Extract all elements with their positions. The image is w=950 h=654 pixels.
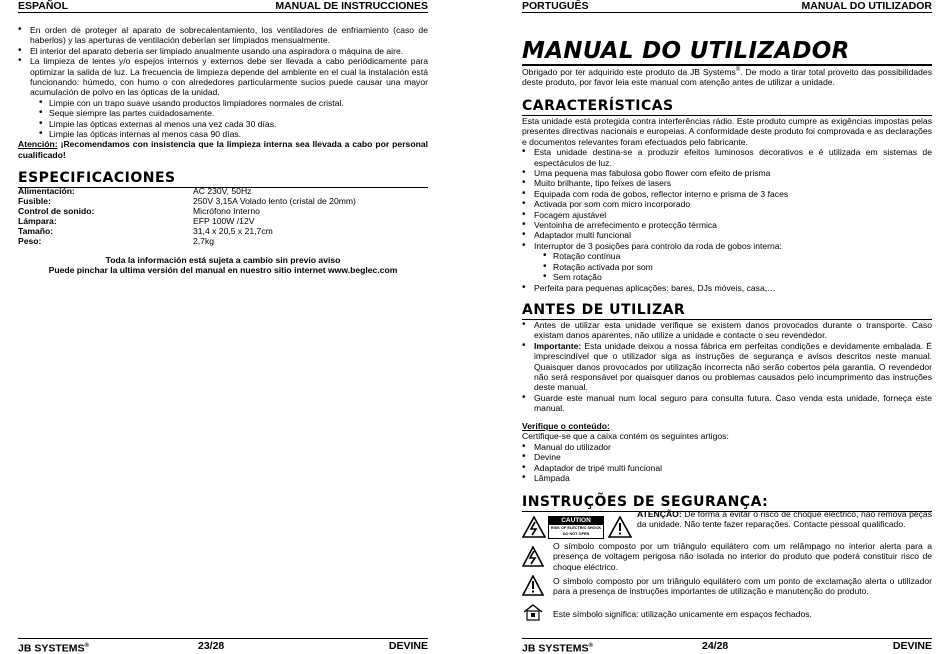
page-title: MANUAL DO UTILIZADOR: [522, 38, 932, 66]
features-intro: Esta unidade está protegida contra interferências rádio. Este produto cumpre as exigências impostas pelas presentes directivas nacionais e europeias. A conformidade deste produto foi comprovada e as declarações e documentos relevantes foram efectuados pelo fabricante.: [522, 116, 932, 147]
right-page: [522, 0, 932, 654]
list-item: • Adaptador de tripé multi funcional: [522, 463, 932, 473]
verify-section: [522, 421, 932, 483]
sub-list-item: • Rotação activada por som: [522, 262, 932, 272]
lightning-symbol-text: O símbolo composto por um triângulo equilátero com um relâmpago no interior alerta para a presença de voltagem perigosa não isolada no interior do produto que poderá constituir risco de choque eléctrico.: [553, 541, 932, 572]
sub-list-item: • Limpie las ópticas internas al menos casa 90 días.: [18, 129, 428, 139]
list-item: • Devine: [522, 452, 932, 462]
list-item: • Importante: Esta unidade deixou a nossa fábrica em perfeitas condições e devidamente embalada. É imprescindível que o utilizador siga as instruções de segurança e avisos descritos neste manual. Quaisquer danos provocados por utilização incorrecta não serão cobertos pela garantia. O revendedor não será responsável por quaisquer danos ou problemas causados pelo incumprimento das instruções deste manual.: [522, 341, 932, 393]
footer-model: DEVINE: [388, 640, 428, 652]
sub-list-item: • Sem rotação: [522, 272, 932, 282]
list-item: • Equipada com roda de gobos, reflector interno e prisma de 3 faces: [522, 189, 932, 199]
verify-heading: Verifique o conteúdo:: [522, 421, 610, 431]
features-heading: CARACTERÍSTICAS: [522, 98, 932, 116]
intro-paragraph: Obrigado por ter adquirido este produto da JB Systems®. De modo a tirar total proveito das possibilidades deste produto, por favor leia este manual com atenção antes de utilizar a unidade.: [522, 67, 932, 88]
sub-list-item: • Limpie con un trapo suave usando productos limpiadores normales de cristal.: [18, 98, 428, 108]
footer-model: DEVINE: [892, 640, 932, 652]
attention-note: Atención: ¡Recomendamos con insistencia que la limpieza interna sea llevada a cabo por personal cualificado!: [18, 139, 428, 160]
exclamation-warning-icon: [608, 516, 632, 538]
exclamation-symbol-text: O símbolo composto por um triângulo equilátero com um ponto de exclamação alerta o utilizador para a presença de instruções importantes de utilização e manutenção do produto.: [553, 576, 932, 597]
list-item: • Interruptor de 3 posições para controlo da roda de gobos interna:: [522, 241, 932, 251]
caution-line: RISK OF ELECTRIC SHOCK: [550, 526, 602, 530]
indoor-symbol-text: Este símbolo significa: utilização unicamente em espaços fechados.: [553, 609, 812, 619]
list-item: • Lâmpada: [522, 473, 932, 483]
header-manual-title: MANUAL DO UTILIZADOR: [801, 0, 932, 12]
caution-label-icon: [548, 516, 604, 539]
header-manual-title: MANUAL DE INSTRUCCIONES: [275, 0, 428, 12]
list-item: • Esta unidade destina-se a produzir efeitos luminosos decorativos e é utilizada em sistemas de espectáculos de luz.: [522, 147, 932, 168]
notice-change: Toda la información está sujeta a cambio sin previo aviso: [105, 255, 341, 265]
footer-brand: JB SYSTEMS®: [18, 642, 89, 654]
notice-website: Puede pinchar la ultima versión del manual en nuestro sitio internet www.beglec.com: [48, 265, 398, 275]
list-item: • Muito brilhante, tipo feixes de lasers: [522, 178, 932, 188]
before-use-heading: ANTES DE UTILIZAR: [522, 302, 932, 320]
caution-label-text: CAUTION: [549, 517, 603, 525]
lightning-triangle-icon: [522, 546, 544, 567]
list-item: • La limpieza de lentes y/o espejos internos y externos debe ser llevada a cabo periódicamente para optimizar la salida de luz. La frecuencia de limpieza depende del ambiente en el cual la instalación está funcionando: húmedo, con humo o con alrededores particularmente sucios puede causar una mayor acumulación de polvo en las ópticas de la unidad.: [18, 56, 428, 98]
left-page: ESPAÑOL MANUAL DE INSTRUCCIONES • En orden de proteger al aparato de sobrecalentamiento, los ventiladores de enfriamiento (caso de haberlos) y las aperturas de ventilación deberían ser limpiados mensualmente. • El interior del aparato debería ser limpiado anualmente usando una aspiradora o máquina de aire. • La limpieza de lentes y/o espejos internos y externos debe ser llevada a cabo periódicamente para optimizar la salida de luz. La frecuencia de limpieza depende del ambiente en el cual la instalación está funcionando: húmedo, con humo o con alrededores particularmente sucios puede causar una mayor acumulación de polvo en las ópticas de la unidad. • Limpie con un trapo suave usando productos limpiadores normales de cristal. • Seque siempre las partes cuidadosamente. • Limpie las ópticas externas al menos una vez cada 30 días. • Limpie las ópticas internas al menos casa 90 días. Atención: ¡Recomendamos con insistencia que la limpieza interna sea llevada a cabo por personal cualificado! ESPECIFICACIONES Alimentación: AC 230V, 50Hz Fusible: 250V 3,15A Volado lento (cristal de 20mm) Control de sonido: Micrófono Interno Lámpara: EFP 100W /12V Tamaño: 31,4 x 20,5 x 21,7cm Peso: 2,7kg Toda la información está sujeta a cambio sin previo aviso Puede pinchar la ultima versión del manual en nuestro sitio internet www.beglec.com JB SYSTEMS® 23/28 DEVINE: [18, 0, 428, 654]
header-language: PORTUGUÊS: [522, 0, 589, 12]
left-header: [18, 0, 428, 13]
sub-list-item: • Limpie las ópticas externas al menos una vez cada 30 días.: [18, 119, 428, 129]
verify-text: Certifique-se que a caixa contém os seguintes artigos:: [522, 431, 729, 442]
list-item: • Activada por som com micro incorporado: [522, 199, 932, 209]
footer-page-number: 23/28: [198, 640, 225, 652]
list-item: • Manual do utilizador: [522, 442, 932, 452]
features-section: [522, 116, 932, 293]
list-item: • Antes de utilizar esta unidade verifique se existem danos provocados durante o transporte. Caso existam danos aparentes, não utilize a unidade e contacte o seu revendedor.: [522, 320, 932, 341]
before-use-section: [522, 320, 932, 414]
list-item: • Focagem ajustável: [522, 210, 932, 220]
lightning-warning-icon: [522, 516, 546, 538]
header-language: ESPAÑOL: [18, 0, 68, 12]
attention-note: ATENÇÃO: De forma a evitar o risco de choque eléctrico, não remova peças da unidade. Não tente fazer reparações. Contacte pessoal qualificado.: [637, 509, 932, 530]
left-footer: [18, 638, 428, 652]
indoor-use-icon: [522, 603, 544, 621]
list-item: • En orden de proteger al aparato de sobrecalentamiento, los ventiladores de enfriamiento (caso de haberlos) y las aperturas de ventilación deberían ser limpiados mensualmente.: [18, 25, 428, 46]
right-header: [522, 0, 932, 13]
caution-line: DO NOT OPEN: [562, 532, 590, 536]
maintenance-list: [18, 25, 428, 160]
list-item: • Ventoinha de arrefecimento e protecção térmica: [522, 220, 932, 230]
right-footer: [522, 638, 932, 652]
spec-heading: ESPECIFICACIONES: [18, 170, 428, 188]
list-item: • El interior del aparato debería ser limpiado anualmente usando una aspiradora o máquina de aire.: [18, 46, 428, 56]
safety-heading: INSTRUÇÕES DE SEGURANÇA:: [522, 494, 932, 512]
sub-list-item: • Seque siempre las partes cuidadosamente.: [18, 108, 428, 118]
list-item: • Uma pequena mas fabulosa gobo flower com efeito de prisma: [522, 168, 932, 178]
list-item: • Perfeita para pequenas aplicações: bares, DJs móveis, casa,…: [522, 283, 932, 293]
footer-brand: JB SYSTEMS®: [522, 642, 593, 654]
footer-page-number: 24/28: [702, 640, 729, 652]
list-item: • Adaptador multi funcional: [522, 230, 932, 240]
list-item: • Guarde este manual num local seguro para consulta futura. Caso venda esta unidade, forneça este manual.: [522, 393, 932, 414]
exclamation-triangle-icon: [522, 575, 544, 596]
sub-list-item: • Rotação contínua: [522, 251, 932, 261]
